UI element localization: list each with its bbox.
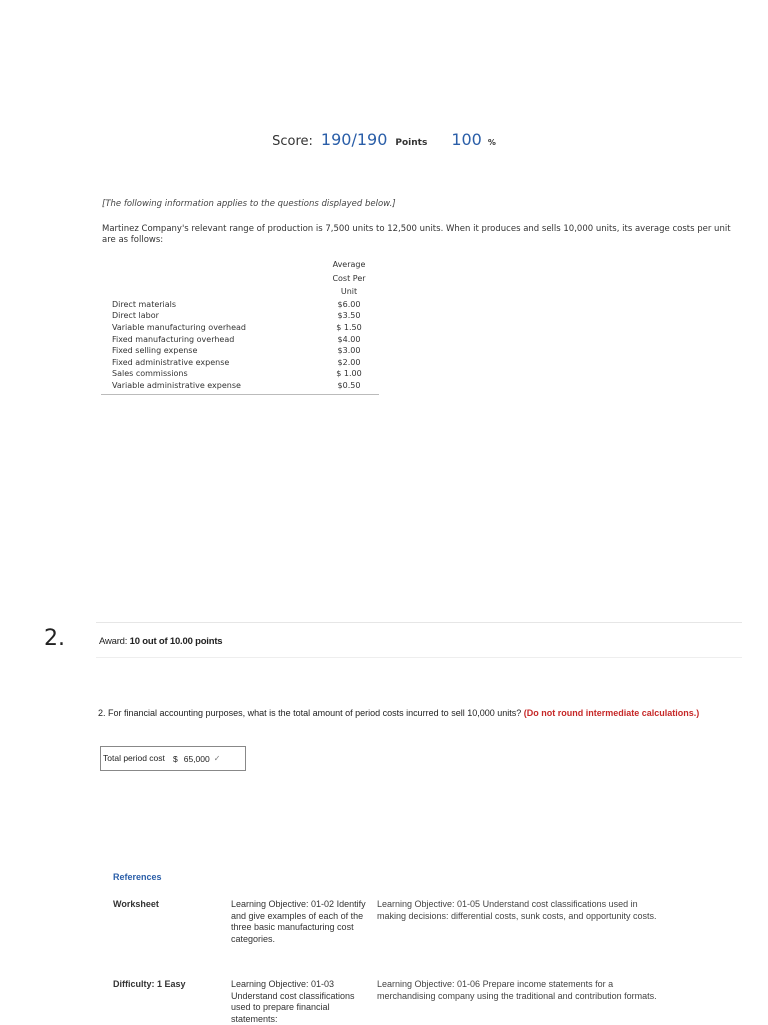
reference-learning-objective: Learning Objective: 01-03 Understand cost classifications used to prepare financial statements:	[231, 979, 355, 1024]
cost-value: $3.00	[337, 346, 361, 356]
cost-value: $6.00	[337, 299, 361, 309]
reference-learning-objective: Learning Objective: 01-02 Identify and give examples of each of the three basic manufacturing cost categories.	[231, 899, 366, 944]
answer-input[interactable]: 65,000	[183, 753, 210, 764]
score-value: 190/190	[320, 130, 388, 149]
table-row	[101, 357, 379, 369]
table-row	[101, 310, 379, 322]
question-note: (Do not round intermediate calculations.)	[523, 708, 700, 718]
divider	[96, 622, 742, 623]
cost-value: $ 1.50	[336, 322, 362, 332]
cost-label: Fixed manufacturing overhead	[112, 334, 235, 344]
table-row	[101, 322, 379, 334]
cost-table-header: Average	[332, 260, 366, 269]
cost-table-header: Cost Per	[332, 273, 366, 283]
cost-value: $ 1.00	[336, 369, 362, 379]
cost-value: $3.50	[337, 311, 361, 321]
check-icon: ✓	[213, 754, 221, 763]
answer-currency: $	[173, 753, 178, 764]
percent-sign: %	[487, 138, 496, 147]
cost-table	[101, 258, 379, 395]
score-bar	[0, 130, 768, 149]
award-value: 10 out of 10.00 points	[129, 636, 223, 647]
cost-label: Sales commissions	[112, 369, 188, 379]
references-tab[interactable]: References	[113, 872, 162, 882]
award	[99, 636, 222, 647]
cost-label: Variable administrative expense	[101, 380, 319, 394]
points-label: Points	[395, 138, 428, 148]
cost-label: Direct materials	[112, 299, 177, 309]
question-number: 2.	[44, 626, 65, 651]
cost-value: $0.50	[319, 380, 379, 394]
score-label: Score:	[272, 134, 313, 149]
table-row	[101, 368, 379, 380]
cost-label: Fixed selling expense	[112, 346, 198, 356]
table-row	[101, 299, 379, 311]
table-row	[101, 334, 379, 346]
table-row	[101, 380, 379, 394]
question-body: 2. For financial accounting purposes, what is the total amount of period costs incurred to sell 10,000 units?	[98, 708, 522, 718]
reference-learning-objective: Learning Objective: 01-06 Prepare income statements for a merchandising company using the traditional and contribution formats.	[377, 979, 657, 1001]
reference-difficulty: Difficulty: 1 Easy	[113, 979, 186, 989]
cost-value: $2.00	[337, 357, 361, 367]
intro-note: [The following information applies to the questions displayed below.]	[102, 199, 396, 209]
award-label: Award:	[99, 636, 128, 647]
reference-worksheet[interactable]: Worksheet	[113, 899, 159, 909]
answer-label: Total period cost	[103, 753, 165, 763]
cost-label: Fixed administrative expense	[112, 357, 230, 367]
divider	[96, 657, 742, 658]
cost-label: Variable manufacturing overhead	[112, 322, 246, 332]
cost-label: Direct labor	[112, 311, 159, 321]
answer-box	[100, 746, 246, 771]
cost-table-header: Unit	[340, 287, 358, 297]
cost-value: $4.00	[337, 334, 361, 344]
question-text	[98, 708, 738, 719]
percent-value: 100	[451, 130, 482, 149]
table-row	[101, 345, 379, 357]
reference-learning-objective: Learning Objective: 01-05 Understand cost classifications used in making decisions: differential costs, sunk costs, and opportunity costs.	[377, 899, 657, 921]
intro-text: Martinez Company's relevant range of production is 7,500 units to 12,500 units. When it produces and sells 10,000 units, its average costs per unit are as follows:	[102, 224, 731, 245]
